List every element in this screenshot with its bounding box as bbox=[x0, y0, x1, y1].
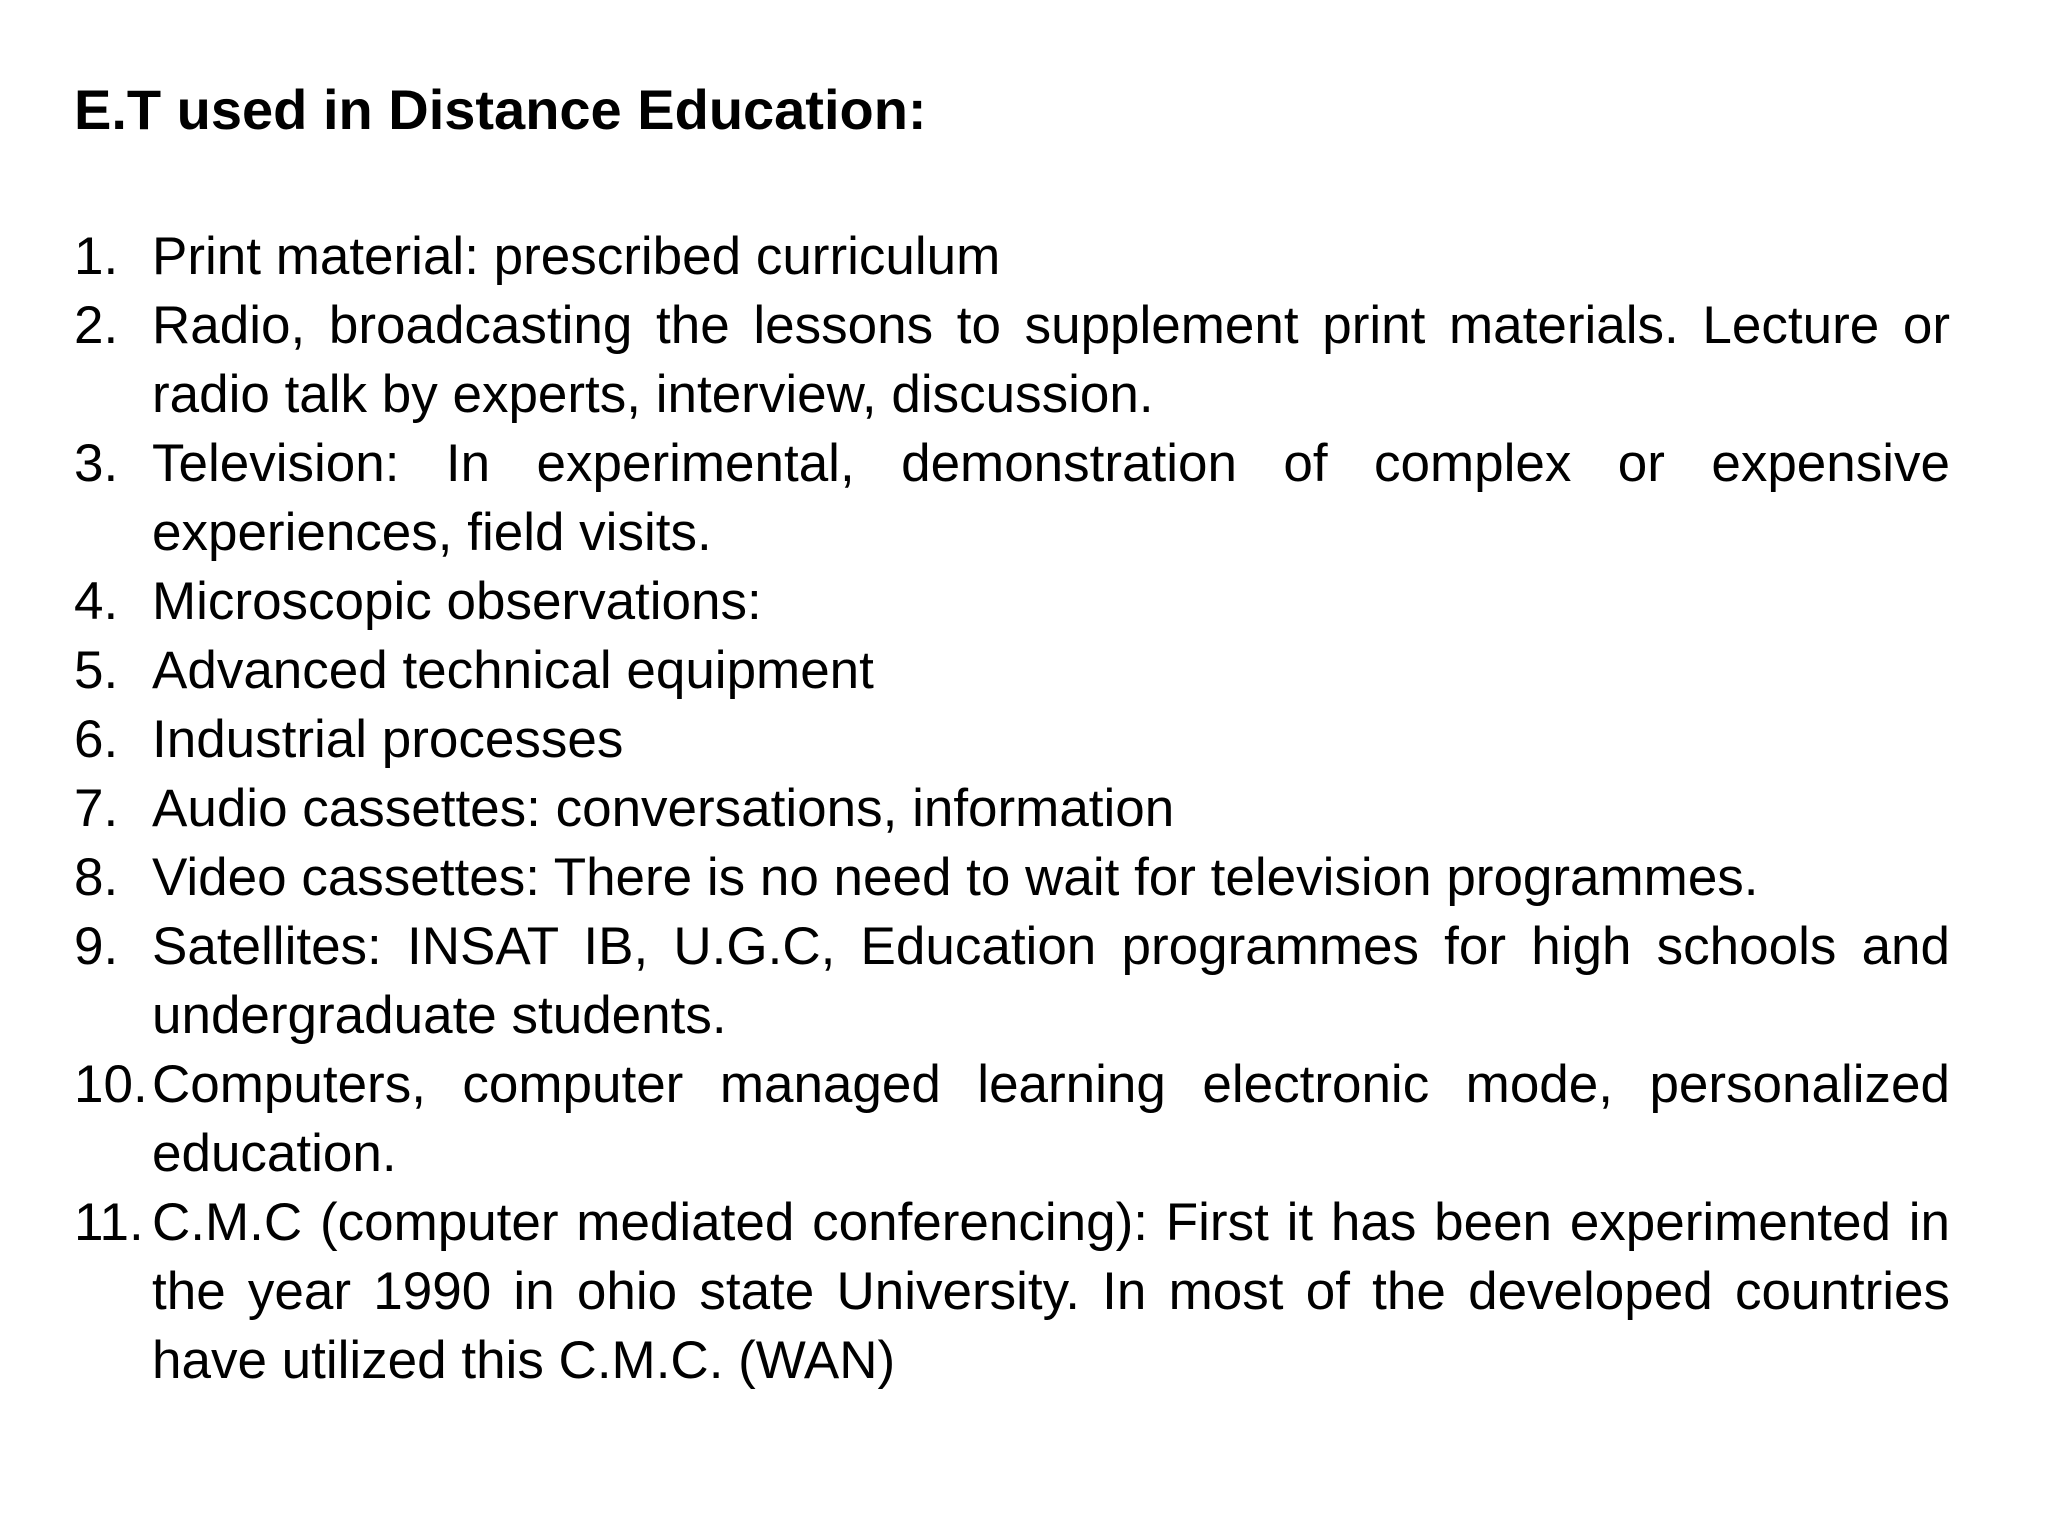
list-item-number: 10. bbox=[74, 1055, 148, 1114]
list-item-text: Radio, broadcasting the lessons to supplement print materials. Lecture or radio talk by experts, interview, discussion. bbox=[152, 296, 1950, 424]
list-item bbox=[74, 636, 1950, 705]
technology-list bbox=[74, 222, 1950, 1395]
list-item-text: Print material: prescribed curriculum bbox=[152, 227, 1001, 286]
list-item bbox=[74, 429, 1950, 567]
list-item-number: 6. bbox=[74, 710, 119, 769]
list-item-number: 11. bbox=[74, 1193, 144, 1252]
list-item-text: Microscopic observations: bbox=[152, 572, 762, 631]
list-item-text: Computers, computer managed learning electronic mode, personalized education. bbox=[152, 1055, 1950, 1183]
list-item-text: Video cassettes: There is no need to wait for television programmes. bbox=[152, 848, 1759, 907]
list-item-text: Audio cassettes: conversations, information bbox=[152, 779, 1175, 838]
list-item bbox=[74, 912, 1950, 1050]
list-item-text: Satellites: INSAT IB, U.G.C, Education programmes for high schools and undergraduate students. bbox=[152, 917, 1950, 1045]
list-item-text: C.M.C (computer mediated conferencing): First it has been experimented in the year 1990 in ohio state University. In most of the developed countries have utilized this C.M.C. (WAN) bbox=[152, 1193, 1950, 1390]
list-item-number: 1. bbox=[74, 227, 119, 286]
slide-title: E.T used in Distance Education: bbox=[74, 78, 927, 141]
list-item-number: 8. bbox=[74, 848, 119, 907]
list-item bbox=[74, 291, 1950, 429]
list-item bbox=[74, 1188, 1950, 1395]
list-item bbox=[74, 567, 1950, 636]
list-item-number: 9. bbox=[74, 917, 119, 976]
list-item-number: 5. bbox=[74, 641, 119, 700]
list-item bbox=[74, 774, 1950, 843]
list-item bbox=[74, 843, 1950, 912]
list-item bbox=[74, 222, 1950, 291]
list-item-text: Television: In experimental, demonstration of complex or expensive experiences, field visits. bbox=[152, 434, 1950, 562]
list-item-text: Industrial processes bbox=[152, 710, 624, 769]
list-item-number: 4. bbox=[74, 572, 119, 631]
list-item bbox=[74, 1050, 1950, 1188]
list-item-number: 7. bbox=[74, 779, 119, 838]
list-item bbox=[74, 705, 1950, 774]
list-item-number: 3. bbox=[74, 434, 119, 493]
list-item-text: Advanced technical equipment bbox=[152, 641, 874, 700]
list-item-number: 2. bbox=[74, 296, 119, 355]
